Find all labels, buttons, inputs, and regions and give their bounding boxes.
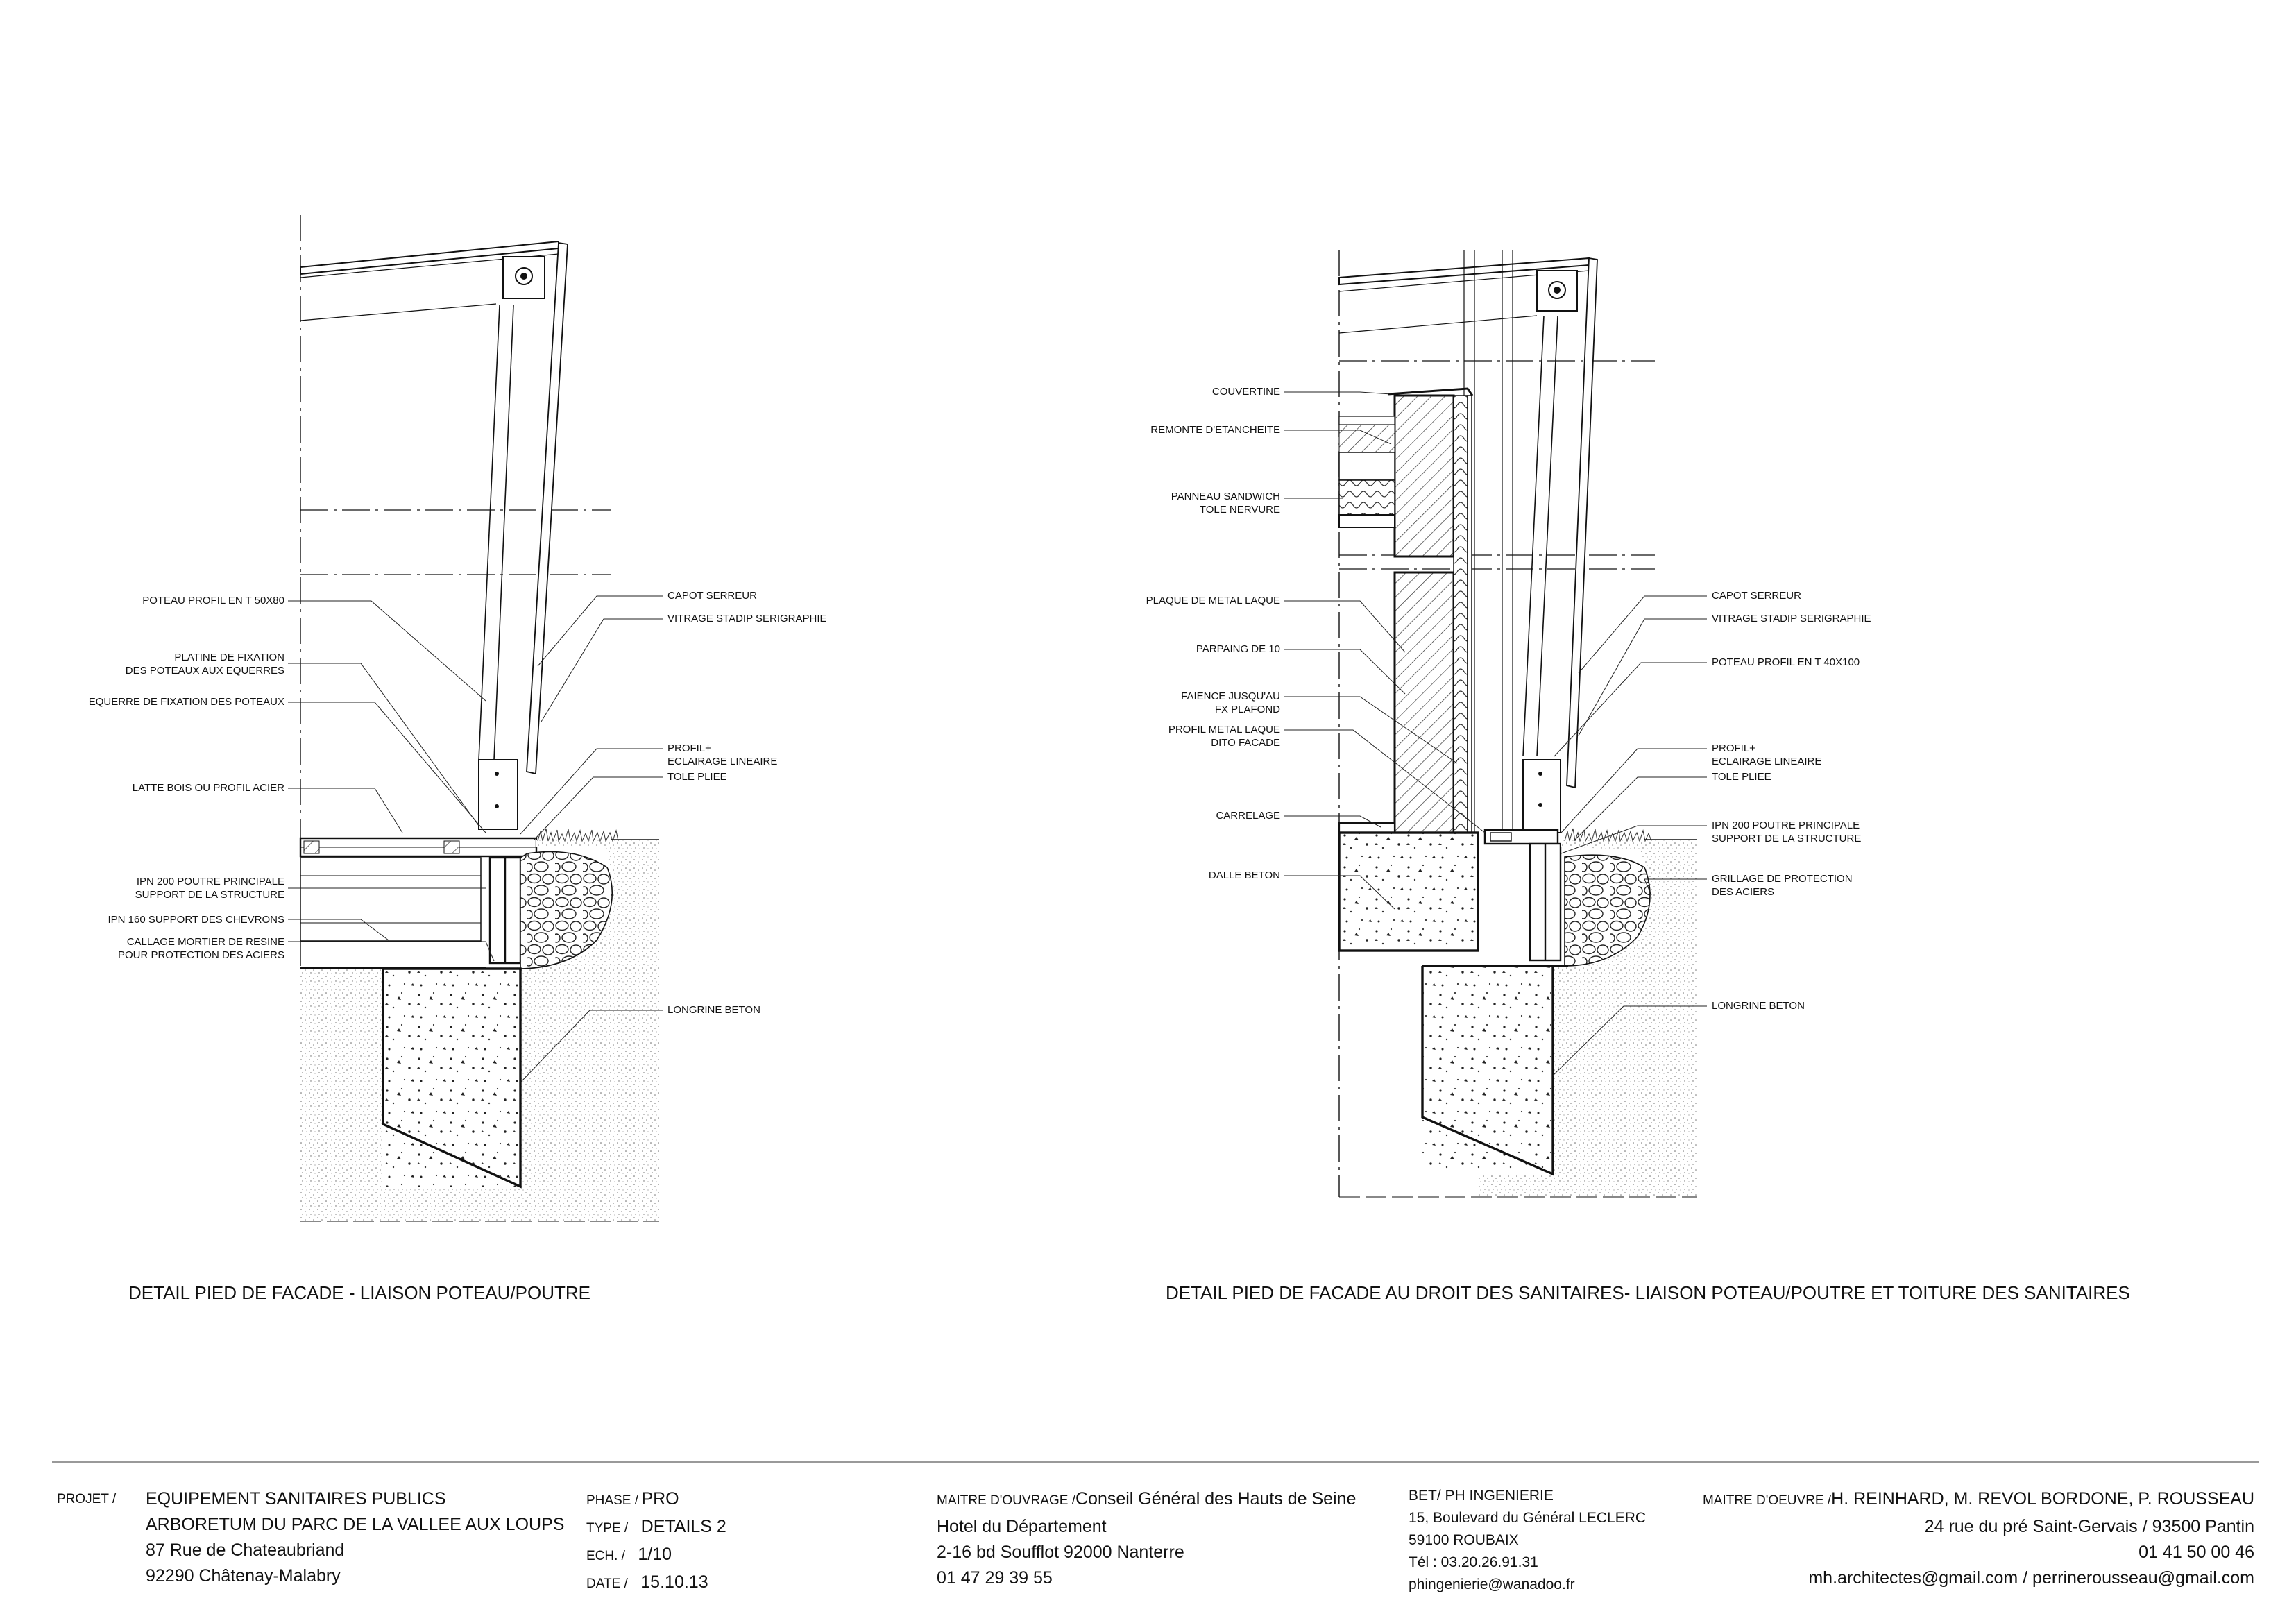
callout-label: LONGRINE BETON xyxy=(667,1004,760,1016)
callout-label: DITO FACADE xyxy=(1211,737,1280,749)
ech-value: 1/10 xyxy=(638,1545,672,1564)
callout-label: CAPOT SERREUR xyxy=(1712,590,1801,602)
callout-label: PROFIL+ xyxy=(1712,742,1755,754)
maitre-oeuvre-block xyxy=(1703,1486,2254,1591)
callout-label: POTEAU PROFIL EN T 40X100 xyxy=(1712,656,1860,668)
callout-label: POTEAU PROFIL EN T 50X80 xyxy=(142,595,284,606)
callout-label: EQUERRE DE FIXATION DES POTEAUX xyxy=(88,696,284,708)
callout-label: POUR PROTECTION DES ACIERS xyxy=(117,949,284,961)
callout-label: PLAQUE DE METAL LAQUE xyxy=(1146,595,1280,606)
callout-label: CALLAGE MORTIER DE RESINE xyxy=(126,936,284,948)
callout-label: REMONTE D'ETANCHEITE xyxy=(1150,424,1280,436)
callout-label: SUPPORT DE LA STRUCTURE xyxy=(1712,833,1862,844)
maitre-oeuvre-key: MAITRE D'OEUVRE / xyxy=(1702,1493,1832,1508)
type-key: TYPE / xyxy=(586,1521,629,1536)
callout-label: FAIENCE JUSQU'AU xyxy=(1181,690,1280,702)
date-key: DATE / xyxy=(586,1577,628,1591)
right-labels xyxy=(1146,386,1871,1012)
callout-label: COUVERTINE xyxy=(1211,386,1280,398)
callout-label: TOLE PLIEE xyxy=(667,771,727,783)
left-detail xyxy=(288,215,663,1221)
projet-line: 92290 Châtenay-Malabry xyxy=(146,1566,341,1586)
left-detail-title: DETAIL PIED DE FACADE - LIAISON POTEAU/POUTRE xyxy=(128,1282,591,1303)
maitre-ouvrage-line: 01 47 29 39 55 xyxy=(937,1568,1053,1588)
maitre-oeuvre-line: 01 41 50 00 46 xyxy=(2138,1543,2254,1562)
date-value: 15.10.13 xyxy=(640,1572,708,1592)
callout-label: TOLE PLIEE xyxy=(1712,771,1771,783)
projet-line: ARBORETUM DU PARC DE LA VALLEE AUX LOUPS xyxy=(146,1515,565,1534)
bet-line: 15, Boulevard du Général LECLERC xyxy=(1409,1510,1647,1526)
type-value: DETAILS 2 xyxy=(640,1517,726,1536)
maitre-ouvrage-line: 2-16 bd Soufflot 92000 Nanterre xyxy=(937,1543,1184,1562)
callout-label: LATTE BOIS OU PROFIL ACIER xyxy=(132,782,284,794)
maitre-oeuvre-line: H. REINHARD, M. REVOL BORDONE, P. ROUSSEAU xyxy=(1831,1489,2254,1509)
callout-label: SUPPORT DE LA STRUCTURE xyxy=(135,889,284,901)
maitre-ouvrage-line: Conseil Général des Hauts de Seine xyxy=(1075,1489,1357,1509)
callout-label: LONGRINE BETON xyxy=(1712,1000,1805,1012)
callout-label: TOLE NERVURE xyxy=(1199,504,1280,516)
callout-label: IPN 160 SUPPORT DES CHEVRONS xyxy=(108,914,284,926)
callout-label: VITRAGE STADIP SERIGRAPHIE xyxy=(667,613,827,624)
callout-label: FX PLAFOND xyxy=(1214,704,1280,715)
maitre-ouvrage-block xyxy=(937,1486,1356,1591)
callout-label: GRILLAGE DE PROTECTION xyxy=(1712,873,1853,885)
callout-label: PARPAING DE 10 xyxy=(1196,643,1280,655)
projet-key: PROJET / xyxy=(57,1492,117,1506)
bet-line: 59100 ROUBAIX xyxy=(1409,1532,1519,1548)
projet-block xyxy=(146,1486,564,1589)
left-labels xyxy=(89,590,827,1016)
projet-line: EQUIPEMENT SANITAIRES PUBLICS xyxy=(146,1489,446,1509)
right-detail xyxy=(1284,250,1707,1197)
callout-label: DES POTEAUX AUX EQUERRES xyxy=(125,665,284,677)
callout-label: PANNEAU SANDWICH xyxy=(1171,491,1280,502)
callout-label: ECLAIRAGE LINEAIRE xyxy=(1712,756,1822,767)
bet-line: BET/ PH INGENIERIE xyxy=(1409,1488,1554,1504)
bet-block xyxy=(1409,1485,1646,1596)
phase-value: PRO xyxy=(641,1489,679,1509)
right-detail-title: DETAIL PIED DE FACADE AU DROIT DES SANITAIRES- LIAISON POTEAU/POUTRE ET TOITURE DES SANITAIRES xyxy=(1166,1282,2130,1303)
maitre-ouvrage-line: Hotel du Département xyxy=(937,1517,1107,1536)
callout-label: PROFIL+ xyxy=(667,742,711,754)
callout-label: IPN 200 POUTRE PRINCIPALE xyxy=(136,876,284,887)
callout-label: PLATINE DE FIXATION xyxy=(174,652,284,663)
callout-label: PROFIL METAL LAQUE xyxy=(1168,724,1280,736)
maitre-ouvrage-key: MAITRE D'OUVRAGE / xyxy=(937,1493,1075,1508)
callout-label: DALLE BETON xyxy=(1208,869,1280,881)
callout-label: VITRAGE STADIP SERIGRAPHIE xyxy=(1712,613,1871,624)
bet-line: Tél : 03.20.26.91.31 xyxy=(1409,1554,1538,1570)
maitre-oeuvre-line: mh.architectes@gmail.com / perrinerousseau@gmail.com xyxy=(1808,1568,2254,1588)
callout-label: CAPOT SERREUR xyxy=(667,590,757,602)
callout-label: ECLAIRAGE LINEAIRE xyxy=(667,756,778,767)
maitre-oeuvre-line: 24 rue du pré Saint-Gervais / 93500 Pantin xyxy=(1924,1517,2254,1536)
callout-label: IPN 200 POUTRE PRINCIPALE xyxy=(1712,819,1860,831)
projet-line: 87 Rue de Chateaubriand xyxy=(146,1540,345,1560)
bet-line: phingenierie@wanadoo.fr xyxy=(1409,1577,1575,1592)
phase-block xyxy=(586,1486,726,1597)
phase-key: PHASE / xyxy=(586,1493,638,1508)
ech-key: ECH. / xyxy=(586,1549,625,1563)
callout-label: CARRELAGE xyxy=(1216,810,1280,822)
callout-label: DES ACIERS xyxy=(1712,886,1775,898)
